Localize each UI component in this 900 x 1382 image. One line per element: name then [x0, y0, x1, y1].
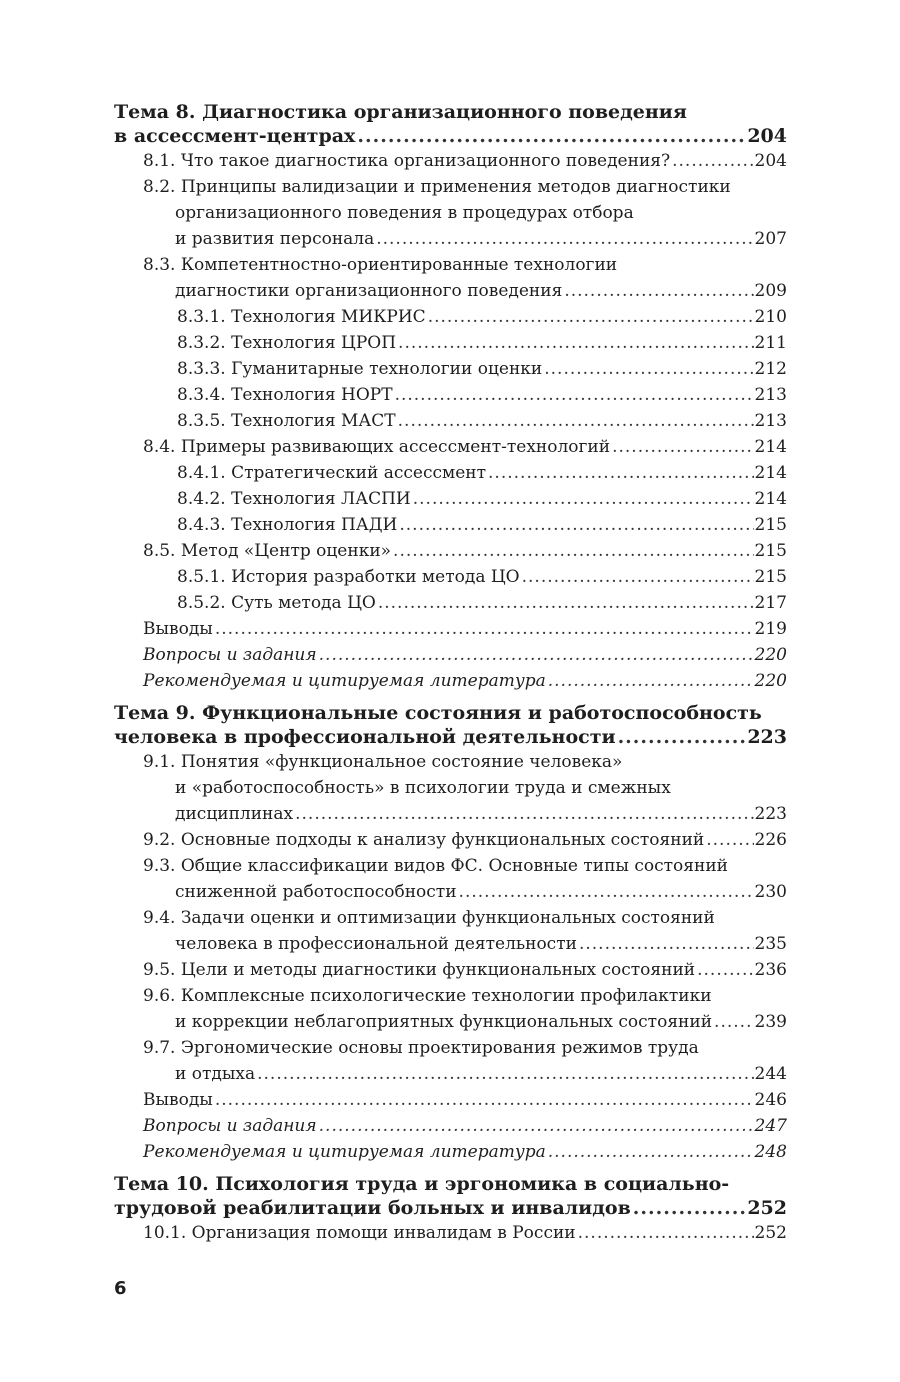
toc-entry-line: [177, 460, 787, 486]
dot-leader: [548, 668, 754, 694]
toc-entry-page-number: 210: [754, 307, 787, 327]
toc-entry[interactable]: [114, 408, 787, 434]
toc-entry-page-number: 214: [754, 489, 787, 509]
dot-leader: [413, 486, 754, 512]
toc-entry-page-number: 207: [754, 229, 787, 249]
toc-entry-text: 10.1. Организация помощи инвалидам в России: [143, 1223, 576, 1243]
dot-leader: [522, 564, 754, 590]
topic-heading[interactable]: [114, 1172, 787, 1220]
toc-entry[interactable]: [114, 827, 787, 853]
toc-entry-text: 8.3.4. Технология НОРТ: [177, 385, 393, 405]
toc-entry-page-number: 213: [754, 385, 787, 405]
toc-entry-line: [143, 1220, 787, 1246]
toc-entry-page-number: 247: [754, 1116, 787, 1136]
toc-topic: [114, 1172, 787, 1246]
toc-entry-line: [143, 775, 787, 801]
toc-entry-line: [143, 749, 787, 775]
toc-entry-page-number: 246: [754, 1090, 787, 1110]
toc-entry[interactable]: [114, 538, 787, 564]
toc-entry-line: [143, 1035, 787, 1061]
dot-leader: [319, 642, 754, 668]
topic-page-number: 252: [747, 1197, 787, 1219]
toc-entry-page-number: 252: [754, 1223, 787, 1243]
toc-entry[interactable]: [114, 486, 787, 512]
toc-entry-text: дисциплинах: [175, 804, 294, 824]
toc-entry-page-number: 214: [754, 463, 787, 483]
toc-entry[interactable]: [114, 957, 787, 983]
toc-topic: [114, 100, 787, 694]
topic-heading-text: Тема 10. Психология труда и эргономика в социально-: [114, 1173, 730, 1195]
toc-entry-line: [177, 330, 787, 356]
toc-entry-text: 9.5. Цели и методы диагностики функциональных состояний: [143, 960, 696, 980]
toc-entry-line: [143, 642, 787, 668]
toc-entry-text: 8.5.1. История разработки метода ЦО: [177, 567, 520, 587]
topic-heading-line: [114, 701, 787, 725]
toc-entry-line: [143, 957, 787, 983]
toc-entry-text: 9.3. Общие классификации видов ФС. Основные типы состояний: [143, 856, 728, 876]
toc-entry-text: и отдыха: [175, 1064, 256, 1084]
toc-entry-text: Рекомендуемая и цитируемая литература: [143, 1142, 546, 1162]
topic-heading-text: в ассессмент-центрах: [114, 125, 356, 147]
topic-heading-text: человека в профессиональной деятельности: [114, 726, 616, 748]
toc-entry-line: [143, 801, 787, 827]
toc-entry-text: и развития персонала: [175, 229, 375, 249]
toc-entry-line: [143, 905, 787, 931]
toc-entry-text: 9.7. Эргономические основы проектирования режимов труда: [143, 1038, 699, 1058]
toc-entry-line: [143, 1009, 787, 1035]
dot-leader: [564, 278, 753, 304]
toc-entry-text: сниженной работоспособности: [175, 882, 457, 902]
toc-entry-text: 9.6. Комплексные психологические технологии профилактики: [143, 986, 712, 1006]
toc-entry-page-number: 244: [754, 1064, 787, 1084]
toc-entry-line: [143, 174, 787, 200]
dot-leader: [257, 1061, 753, 1087]
dot-leader: [633, 1196, 747, 1220]
toc-entry-text: диагностики организационного поведения: [175, 281, 563, 301]
dot-leader: [618, 725, 747, 749]
topic-heading-text: Тема 8. Диагностика организационного поведения: [114, 101, 687, 123]
toc-entry[interactable]: [114, 1035, 787, 1087]
toc-entry-text: Вопросы и задания: [143, 645, 317, 665]
toc-entry-line: [143, 983, 787, 1009]
toc-entry[interactable]: [114, 174, 787, 252]
toc-entry-text: 8.3.2. Технология ЦРОП: [177, 333, 397, 353]
toc-entry-text: организационного поведения в процедурах отбора: [175, 203, 634, 223]
topic-heading-text: трудовой реабилитации больных и инвалидов: [114, 1197, 631, 1219]
toc-entry-text: 8.4.3. Технология ПАДИ: [177, 515, 398, 535]
toc-entry-page-number: 220: [754, 645, 787, 665]
toc-entry[interactable]: [114, 460, 787, 486]
toc-entry-page-number: 214: [754, 437, 787, 457]
dot-leader: [357, 124, 746, 148]
toc-entry-page-number: 215: [754, 541, 787, 561]
dot-leader: [488, 460, 754, 486]
toc-entry[interactable]: [114, 382, 787, 408]
toc-entry-line: [143, 931, 787, 957]
toc-entry-page-number: 230: [754, 882, 787, 902]
toc-entry-text: 9.2. Основные подходы к анализу функциональных состояний: [143, 830, 705, 850]
topic-heading-line: [114, 725, 787, 749]
toc-entry-line: [143, 434, 787, 460]
toc-entry-text: 9.1. Понятия «функциональное состояние человека»: [143, 752, 623, 772]
toc-entry-text: 8.2. Принципы валидизации и применения методов диагностики: [143, 177, 731, 197]
toc-entry-line: [143, 1139, 787, 1165]
dot-leader: [544, 356, 753, 382]
toc-entry-line: [143, 1087, 787, 1113]
toc-entry[interactable]: [114, 304, 787, 330]
toc-entry-line: [177, 356, 787, 382]
dot-leader: [672, 148, 753, 174]
topic-heading-line: [114, 124, 787, 148]
toc-entry-text: 8.5.2. Суть метода ЦО: [177, 593, 376, 613]
dot-leader: [215, 1087, 754, 1113]
toc-entry[interactable]: [114, 590, 787, 616]
dot-leader: [714, 1009, 754, 1035]
toc-entry-line: [143, 668, 787, 694]
toc-entry-text: 8.3.1. Технология МИКРИС: [177, 307, 426, 327]
topic-heading-text: Тема 9. Функциональные состояния и работоспособность: [114, 702, 762, 724]
page-number: 6: [114, 1278, 127, 1299]
toc-entry-page-number: 212: [754, 359, 787, 379]
toc-entry-line: [177, 304, 787, 330]
toc-entry[interactable]: [114, 642, 787, 668]
topic-page-number: 223: [747, 726, 787, 748]
toc-entry-page-number: 215: [754, 515, 787, 535]
toc-entry[interactable]: [114, 330, 787, 356]
toc-entry-line: [177, 486, 787, 512]
toc-entry-page-number: 209: [754, 281, 787, 301]
dot-leader: [393, 538, 754, 564]
toc-entry[interactable]: [114, 616, 787, 642]
toc-entry[interactable]: [114, 512, 787, 538]
toc-entry-text: Выводы: [143, 1090, 213, 1110]
dot-leader: [428, 304, 754, 330]
dot-leader: [398, 408, 754, 434]
toc-entry-line: [143, 226, 787, 252]
toc-entry-line: [143, 278, 787, 304]
dot-leader: [215, 616, 754, 642]
toc-entry-text: человека в профессиональной деятельности: [175, 934, 577, 954]
topic-heading[interactable]: [114, 100, 787, 148]
toc-entry-line: [143, 200, 787, 226]
toc-entry[interactable]: [114, 252, 787, 304]
dot-leader: [612, 434, 753, 460]
toc-entry-text: 8.3. Компетентностно-ориентированные технологии: [143, 255, 618, 275]
dot-leader: [459, 879, 754, 905]
topic-heading-line: [114, 100, 787, 124]
dot-leader: [378, 590, 754, 616]
toc-entry[interactable]: [114, 853, 787, 905]
toc-entry-line: [143, 252, 787, 278]
toc-entry-line: [177, 512, 787, 538]
toc-entry-page-number: 236: [754, 960, 787, 980]
toc-entry[interactable]: [114, 434, 787, 460]
toc-entry-line: [143, 827, 787, 853]
toc-entry-page-number: 235: [754, 934, 787, 954]
toc-entry-line: [143, 1061, 787, 1087]
dot-leader: [376, 226, 753, 252]
topic-heading-line: [114, 1196, 787, 1220]
toc-entry-text: 8.3.3. Гуманитарные технологии оценки: [177, 359, 543, 379]
toc-entry[interactable]: [114, 1087, 787, 1113]
dot-leader: [395, 382, 754, 408]
toc-entry[interactable]: [114, 148, 787, 174]
toc-entry[interactable]: [114, 905, 787, 957]
toc-entry-text: 9.4. Задачи оценки и оптимизации функциональных состояний: [143, 908, 715, 928]
dot-leader: [697, 957, 753, 983]
toc-entry-line: [143, 148, 787, 174]
toc-entry-page-number: 220: [754, 671, 787, 691]
toc-entry-text: 8.3.5. Технология МАСТ: [177, 411, 396, 431]
toc-entry-line: [143, 853, 787, 879]
dot-leader: [579, 931, 754, 957]
toc-entry-page-number: 215: [754, 567, 787, 587]
toc-entry[interactable]: [114, 356, 787, 382]
toc-entry-page-number: 239: [754, 1012, 787, 1032]
toc-entry-line: [143, 879, 787, 905]
toc-entry-line: [177, 590, 787, 616]
dot-leader: [706, 827, 753, 853]
dot-leader: [548, 1139, 754, 1165]
toc-entry[interactable]: [114, 1113, 787, 1139]
toc-entry-text: Рекомендуемая и цитируемая литература: [143, 671, 546, 691]
toc-topic: [114, 701, 787, 1165]
toc-entry-text: 8.4.1. Стратегический ассессмент: [177, 463, 487, 483]
toc-entry-line: [177, 408, 787, 434]
topic-heading-line: [114, 1172, 787, 1196]
topic-heading[interactable]: [114, 701, 787, 749]
toc-entry-text: Выводы: [143, 619, 213, 639]
toc-entry-line: [143, 616, 787, 642]
toc-entry-line: [143, 538, 787, 564]
dot-leader: [295, 801, 753, 827]
toc-entry-page-number: 204: [754, 151, 787, 171]
toc-entry-page-number: 226: [754, 830, 787, 850]
toc-entry-page-number: 223: [754, 804, 787, 824]
toc-entry-text: и коррекции неблагоприятных функциональных состояний: [175, 1012, 713, 1032]
toc-entry[interactable]: [114, 749, 787, 827]
toc-entry[interactable]: [114, 668, 787, 694]
toc-entry-text: 8.4. Примеры развивающих ассессмент-технологий: [143, 437, 611, 457]
toc-entry-page-number: 219: [754, 619, 787, 639]
toc-entry[interactable]: [114, 564, 787, 590]
toc-entry-page-number: 217: [754, 593, 787, 613]
topic-page-number: 204: [747, 125, 787, 147]
table-of-contents: [114, 100, 787, 1253]
toc-entry-text: 8.4.2. Технология ЛАСПИ: [177, 489, 411, 509]
dot-leader: [319, 1113, 754, 1139]
toc-entry[interactable]: [114, 983, 787, 1035]
toc-entry-line: [177, 382, 787, 408]
toc-entry-page-number: 211: [754, 333, 787, 353]
toc-entry-text: 8.1. Что такое диагностика организационного поведения?: [143, 151, 671, 171]
toc-entry-line: [143, 1113, 787, 1139]
toc-entry-line: [177, 564, 787, 590]
toc-entry-page-number: 213: [754, 411, 787, 431]
toc-entry[interactable]: [114, 1220, 787, 1246]
toc-entry-text: и «работоспособность» в психологии труда и смежных: [175, 778, 671, 798]
toc-entry-text: Вопросы и задания: [143, 1116, 317, 1136]
toc-entry-page-number: 248: [754, 1142, 787, 1162]
dot-leader: [578, 1220, 754, 1246]
dot-leader: [399, 512, 753, 538]
toc-entry[interactable]: [114, 1139, 787, 1165]
dot-leader: [398, 330, 754, 356]
toc-entry-text: 8.5. Метод «Центр оценки»: [143, 541, 392, 561]
